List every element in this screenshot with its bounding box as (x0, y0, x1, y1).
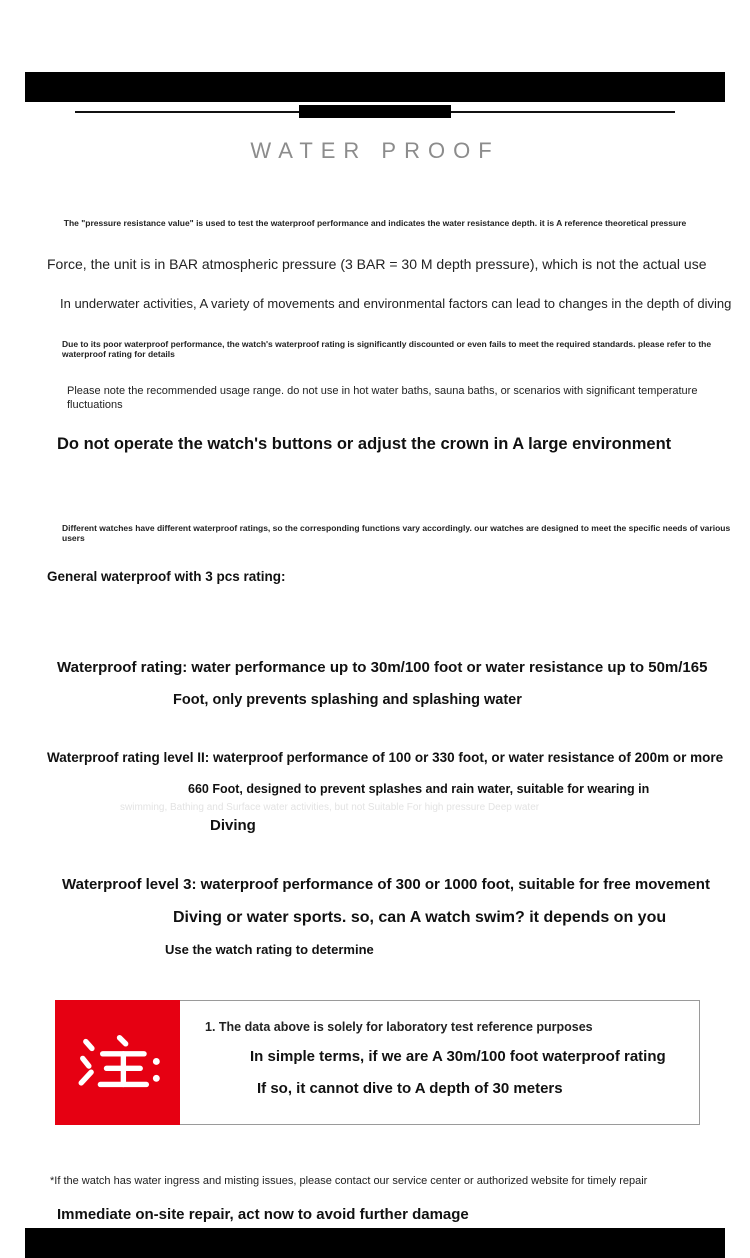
divider-accent-block (299, 105, 451, 118)
bottom-banner-bar (25, 1228, 725, 1258)
intro-paragraph-4: Due to its poor waterproof performance, the watch's waterproof rating is significantly discounted or even fails to meet the required standards. please refer to the waterproof rating for details (62, 338, 712, 360)
intro-warning-line: Do not operate the watch's buttons or adjust the crown in A large environment (57, 434, 672, 453)
rating-level3-line3: Use the watch rating to determine (165, 941, 374, 957)
rating-level3-line2: Diving or water sports. so, can A watch swim? it depends on you (173, 908, 667, 926)
rating-level2-line3-faint: swimming, Bathing and Surface water activities, but not Suitable For high pressure Deep water (120, 801, 540, 813)
title-divider (75, 105, 675, 119)
note-line-1: 1. The data above is solely for laboratory test reference purposes (205, 1020, 593, 1035)
note-accent-block (55, 1000, 180, 1125)
footer-service-line: *If the watch has water ingress and misting issues, please contact our service center or authorized website for timely repair (50, 1175, 648, 1188)
rating-level3-line1: Waterproof level 3: waterproof performance of 300 or 1000 foot, suitable for free movement (62, 875, 710, 893)
rating-level2-line2: 660 Foot, designed to prevent splashes and rain water, suitable for wearing in (188, 781, 650, 796)
footer-repair-line: Immediate on-site repair, act now to avoid further damage (57, 1205, 469, 1223)
note-text-panel (180, 1000, 700, 1125)
zhu-note-glyph (72, 1032, 164, 1094)
top-banner-bar (25, 72, 725, 102)
intro-paragraph-2: Force, the unit is in BAR atmospheric pressure (3 BAR = 30 M depth pressure), which is not the actual use (47, 255, 707, 272)
ratings-note: Different watches have different waterproof ratings, so the corresponding functions vary accordingly. our watches are designed to meet the specific needs of various users (62, 522, 731, 543)
note-line-2: In simple terms, if we are A 30m/100 foot waterproof rating (250, 1048, 666, 1066)
intro-paragraph-5: Please note the recommended usage range. do not use in hot water baths, sauna baths, or scenarios with significant temperature fluctuations (67, 385, 698, 411)
page-subtitle: WATER PROOF (250, 138, 500, 163)
rating-level2-line4: Diving (210, 816, 256, 834)
intro-paragraph-1: The "pressure resistance value" is used to test the waterproof performance and indicates the water resistance depth. it is A reference theoretical pressure (63, 218, 687, 229)
ratings-heading: General waterproof with 3 pcs rating: (47, 568, 286, 584)
rating-level1-line1: Waterproof rating: water performance up to 30m/100 foot or water resistance up to 50m/165 (57, 659, 708, 677)
rating-level2-line1: Waterproof rating level II: waterproof performance of 100 or 330 foot, or water resistance of 200m or more (47, 750, 724, 766)
rating-level1-line2: Foot, only prevents splashing and splashing water (173, 692, 522, 709)
caution-note-box (55, 1000, 700, 1125)
intro-paragraph-3: In underwater activities, A variety of movements and environmental factors can lead to changes in the depth of diving (60, 296, 732, 312)
note-line-3: If so, it cannot dive to A depth of 30 meters (257, 1080, 563, 1098)
waterproof-info-page (0, 72, 750, 1258)
